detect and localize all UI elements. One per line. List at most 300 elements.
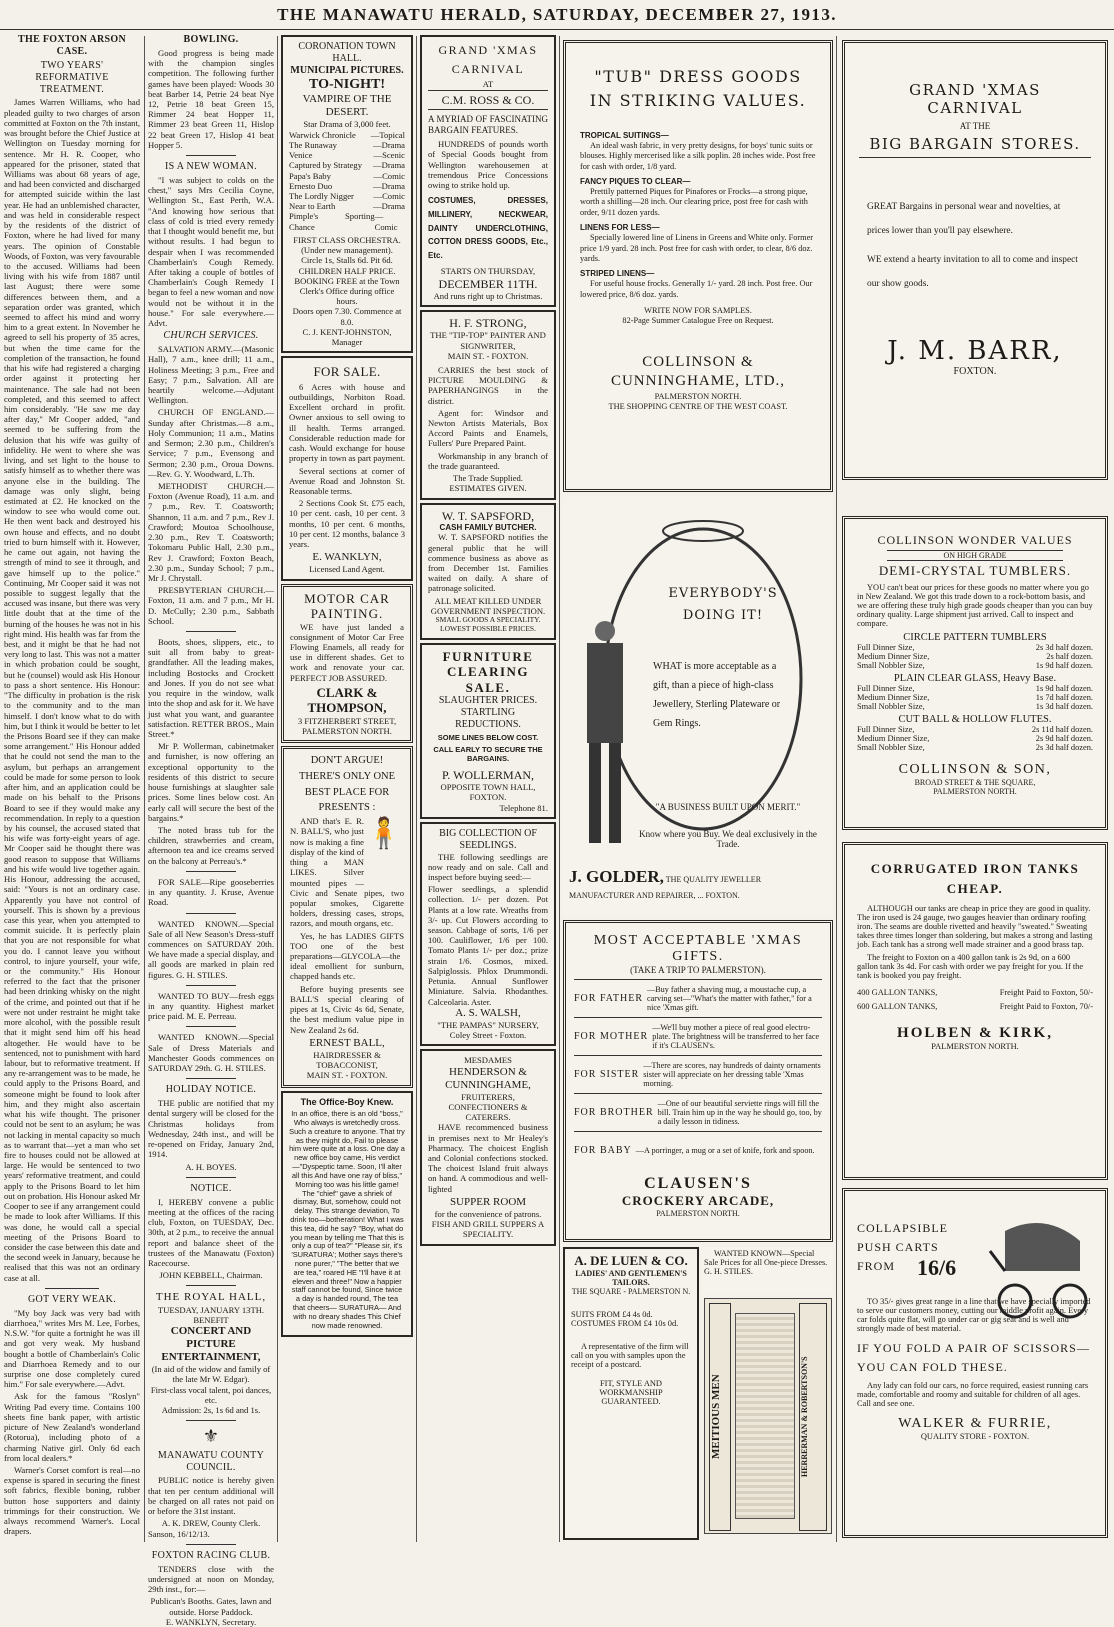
slaughter: SLAUGHTER PRICES. xyxy=(438,695,538,707)
gift-text: —A porringer, a mug or a set of knife, fork and spoon. xyxy=(635,1146,815,1155)
ad-herrerman xyxy=(704,1298,832,1534)
program-row-label: Papa's Baby xyxy=(289,170,331,181)
henderson-text: HAVE recommenced business in premises next to Mr Healey's Pharmacy. The choicest English and Colonial confections stocked. The choicest Island fruit always on hand. A commodious and well-lighted xyxy=(428,1122,548,1194)
divider xyxy=(186,155,236,156)
wollerman-phone: Telephone 81. xyxy=(499,802,548,813)
barr-stores: BIG BARGAIN STORES. xyxy=(859,135,1091,158)
divider xyxy=(186,1544,236,1545)
cs-name: COLLINSON & SON, xyxy=(898,762,1052,777)
ernest-ball: ERNEST BALL, xyxy=(309,1036,385,1049)
tumbler-row-value: 2s 3d half dozen. xyxy=(1035,643,1093,652)
divider xyxy=(186,1285,236,1286)
tumbler-row-value: 1s 9d half dozen. xyxy=(1035,684,1093,693)
tanks-text: ALTHOUGH our tanks are cheap in price they are good in quality. The iron used is 24 gauge, two gauges heavier than ordinary roofing iron. The seams are double rivetted and heavily "sweated." Sweating takes three times longer than soldering, but makes a strong and lasting job. Each tank has a strong well made strainer and a good brass tap. xyxy=(857,904,1093,949)
program-row-label: Warwick Chronicle xyxy=(289,129,356,140)
tumbler-row-label: Small Nobbler Size, xyxy=(857,743,925,752)
article-weak: "My boy Jack was very bad with diarrhoea," writes Mrs M. Lee, Forbes, N.S.W. "for quite a fortnight he was ill and got very weak. My husband bought a bottle of Chamberlain's Colic and Diarrhoea Remedy and to our surprise one dose completely cured him." For sale everywhere.—Advt. xyxy=(4,1307,140,1390)
deluen-suits: SUITS FROM £4 4s 0d. xyxy=(571,1310,653,1319)
column-rule xyxy=(144,36,145,1542)
strong-trade: THE "TIP-TOP" PAINTER AND SIGNWRITER, xyxy=(430,330,546,351)
tank-row-label: 400 GALLON TANKS, xyxy=(857,988,938,997)
seedlings-list: Flower seedlings, a splendid collection. 1/- per dozen. Pot Plants at a low rate. Wreaths from 3/- up. Cut Flowers according to season. Cabbage of sorts, 1/6 per 100. Cauliflower, 1/6 per 100. Tomato Plants 1/- per doz.; prize strain 1/6. Cosmos, mixed. Salpiglossis. Phlox Drummondi. Petunia. Annual Sunflower Miniature. Salvia. Rhodanthes. Calceolaria. Aster. xyxy=(428,884,548,1007)
golder-name: J. GOLDER, xyxy=(569,867,664,886)
golder-text: WHAT is more acceptable as a gift, than a piece of high-class Jewellery, Sterling Plateware or Gem Rings. xyxy=(653,661,781,729)
orchestra: FIRST CLASS ORCHESTRA. (Under new management). xyxy=(293,234,401,256)
ad-walker-furrie xyxy=(842,1188,1108,1538)
tumbler-row xyxy=(857,743,1093,752)
deluen-name: A. DE LUEN & CO. xyxy=(574,1253,688,1268)
church-methodist: METHODIST CHURCH.—Foxton (Avenue Road), 11 a.m. and 7 p.m., Rev. T. Coatsworth; Shannon, 11 a.m. and 7 p.m., Rev J. Crawford; Moutoa Schoolhouse, 2.30 p.m., Rev T. Coatsworth; Tokomaru Public Hall, 2.30 p.m., Rev J. Crawford; Foxton Beach, 2.30 p.m., Sunday School; 7 p.m., Mr J. Chrystall. xyxy=(148,480,274,583)
tumbler-row-value: 2s 3d half dozen. xyxy=(1035,743,1093,752)
clark-thompson: CLARK & THOMPSON, xyxy=(307,684,387,716)
program-row-value: —Scenic xyxy=(373,150,405,161)
for-sale-heading: FOR SALE. xyxy=(313,364,381,380)
ad-wollerman xyxy=(420,643,556,819)
feature-title: VAMPIRE OF THE DESERT. xyxy=(302,93,392,119)
headline-new-woman: IS A NEW WOMAN. xyxy=(165,161,257,173)
deluen-costumes: COSTUMES FROM £4 10s 0d. xyxy=(571,1319,679,1328)
ad-brass-tub: The noted brass tub for the children, strawberries and cream, afternoon tea and ice creams served on the balcony at Perreau's.* xyxy=(148,824,274,866)
cc-name: COLLINSON & CUNNINGHAME, LTD., xyxy=(610,353,786,390)
ad-ernest-ball xyxy=(281,746,413,1087)
tumbler-row xyxy=(857,725,1093,734)
for-sale-3: 2 Sections Cook St. £75 each, 10 per cent. cash, 10 per cent. 3 months, 10 per cent. 6 months, 10 per cent. 12 months, balance 3 years. xyxy=(289,498,405,550)
ross-runs: And runs right up to Christmas. xyxy=(433,290,543,301)
notice-text: I, HEREBY convene a public meeting at the offices of the racing club, Foxton, on TUESDAY, Dec. 30th, at 2 p.m., to receive the annual report and balance sheet of the trustees of the Manawatu (Foxton) Racecourse. xyxy=(148,1196,274,1268)
crockery-arcade: CROCKERY ARCADE, xyxy=(621,1193,775,1208)
tumbler-row xyxy=(857,652,1093,661)
frc-text: TENDERS close with the undersigned at noon on Monday, 29th inst., for:— xyxy=(148,1563,274,1595)
gift-text: —There are scores, nay hundreds of dainty ornaments sister will appreciate on her dressing table 'Xmas morning. xyxy=(643,1061,821,1088)
royal-concert: CONCERT AND PICTURE ENTERTAINMENT, xyxy=(161,1324,261,1364)
hk-name: HOLBEN & KIRK, xyxy=(897,1024,1053,1041)
barr-invite: WE extend a hearty invitation to all to come and inspect our show goods. xyxy=(867,255,1078,289)
t2-rows xyxy=(857,684,1093,711)
golder-know: Know where you Buy. We deal exclusively in the Trade. xyxy=(639,829,817,849)
program-row xyxy=(289,211,405,231)
deluen-rep: A representative of the firm will call on you with samples upon the receipt of a postcard. xyxy=(571,1342,689,1369)
wollerman-address: OPPOSITE TOWN HALL, FOXTON. xyxy=(440,782,536,803)
ad-wollerman-note: Mr P. Wollerman, cabinetmaker and furnisher, is now offering an exceptional opportunity to the residents of this district to secure house furnishings at slaughter sale prices. Some lines below cost. An early call will secure the best of the bargains.* xyxy=(148,741,274,823)
column-3 xyxy=(281,32,413,1544)
office-boy-poem: In an office, there is an old "boss," Who always is wretchedly cross. Such a creature to anyone. That try as they might do, Fail to please him were quite at a loss. One day a new office boy came, His verdict—"Dyspeptic tame. Soon, I'll alter all this And have one ray of bliss," Morning too was his little game! The "chief" gave a shriek of dismay, But, somehow, could not delay. This strange deviation, To drink too—botheration! What I was this tea, did he say? "Boy, what do you mean by telling me That this is only a cup of tea?" "Please sir, it's 'SURATURA'; Mother says there's none purer," "The better that we are tea," roared HE "I'll have it at eleven and three!" Now a happier staff cannot be found, Since twice a day is handed round, The tea that cheers— SURATURA— And with no dreary shades This Chief now made renowned. xyxy=(289,1109,405,1330)
royal-admission: Admission: 2s, 1s 6d and 1s. xyxy=(161,1405,261,1416)
ross-at: AT xyxy=(482,79,494,90)
hairdresser: HAIRDRESSER & TOBACCONIST, xyxy=(313,1049,381,1071)
program-row xyxy=(289,201,405,211)
ad-for-sale xyxy=(281,356,413,580)
dont-argue: DON'T ARGUE! THERE'S ONLY ONE BEST PLACE FOR PRESENTS : xyxy=(298,755,396,814)
column-rule xyxy=(416,36,417,1542)
article-new-woman: "I was subject to colds on the chest," says Mrs Cecilia Coyne, Wellington St., East Perth, W.A. "And knowing how serious that class of cold is tried every remedy that I thought would benefit me, but without results. I had begun to despair when I was recommended Chamberlain's Cough Remedy. After taking a couple of bottles of Chamberlain's Cough Remedy I began to feel a new woman and now would not be without it in the house." For sale everywhere.—Advt. xyxy=(148,174,274,329)
gift-row xyxy=(574,979,822,1017)
program-row-label: Pimple's Sporting Chance xyxy=(289,211,375,232)
for-sale-2: Several sections at corner of Avenue Road and Johnston St. Reasonable terms. xyxy=(289,465,405,496)
ad-wanted-known-stiles xyxy=(701,1247,833,1293)
ad-hf-strong xyxy=(420,310,556,500)
pc-price: 16/6 xyxy=(917,1254,957,1280)
ad-clausens xyxy=(563,920,833,1242)
cw-text: YOU can't beat our prices for these goods no matter where you go in New Zealand. We got this trade down to a rock-bottom basis, and we are offering these truly high grade goods cheaper than you can buy ordinary quality. Large shipment just arrived. Call to inspect and compare. xyxy=(857,583,1093,628)
hk-town: PALMERSTON NORTH. xyxy=(931,1041,1019,1051)
strong-supplied: The Trade Supplied. xyxy=(453,473,523,484)
tumbler-row-label: Full Dinner Size, xyxy=(857,725,915,734)
tumbler-row xyxy=(857,684,1093,693)
t3-rows xyxy=(857,725,1093,752)
coronation-title: CORONATION TOWN HALL. xyxy=(298,41,396,64)
cw-heading: COLLINSON WONDER VALUES xyxy=(877,533,1073,547)
striped-heading: STRIPED LINENS— xyxy=(580,269,655,279)
henderson-fish: for the convenience of patrons. FISH AND GRILL SUPPERS A SPECIALITY. xyxy=(431,1208,545,1240)
cc-town: PALMERSTON NORTH. xyxy=(654,391,742,401)
program-row-label: Ernesto Duo xyxy=(289,180,333,191)
write-now: WRITE NOW FOR SAMPLES. xyxy=(644,305,752,315)
sapsford-meat: ALL MEAT KILLED UNDER GOVERNMENT INSPECTION. xyxy=(430,595,546,616)
tumbler-row-label: Medium Dinner Size, xyxy=(857,652,930,661)
program-row xyxy=(289,130,405,140)
motor-heading: MOTOR CAR PAINTING. xyxy=(304,590,390,622)
walsh-name: A. S. WALSH, xyxy=(455,1006,521,1019)
tumbler-row-value: 1s 3d half dozen. xyxy=(1035,702,1093,711)
piques-text: Prettily patterned Piques for Pinafores or Frocks—a strong pique, worth a shilling—28 inch. Our clearing price, post free for cash with order, 9/11 dozen yards. xyxy=(580,187,808,217)
tumbler-row xyxy=(857,734,1093,743)
striped-text: For useful house frocks. Generally 1/- yard. 28 inch. Post free. Our lowered price, 8/6 doz. yards. xyxy=(580,279,813,299)
ad-henderson xyxy=(420,1049,556,1245)
gift-label: FOR BABY xyxy=(574,1145,632,1156)
royal-benefit: BENEFIT xyxy=(193,1314,229,1325)
manager: C. J. KENT-JOHNSTON, Manager xyxy=(302,326,392,348)
article-bowling: Good progress is being made with the champion singles competition. The following further games have been played: Woods 30 beat Barber 14, Petrie 24 beat Nye 12, Petrie 18 beat Green 15, Rimmer 24 beat Hopper 11, Rimmer 23 beat Green 11, Hislop 22 beat Green 17, Hislop 41 beat Hopper 5. xyxy=(148,47,274,150)
sapsford-trade: CASH FAMILY BUTCHER. xyxy=(439,522,537,532)
holiday-sig: A. H. BOYES. xyxy=(185,1161,237,1172)
mesdames: MESDAMES xyxy=(464,1055,512,1066)
frc-list: Publican's Booths. Gates, lawn and outside. Horse Paddock. xyxy=(150,1596,272,1617)
divider xyxy=(45,1288,99,1289)
ad-collinson-tumblers xyxy=(842,516,1108,830)
linens-text: Specially lowered line of Linens in Greens and White only. Former price 1/9 yard. 28 inch. Post free for cash with order, to clear, 8/6 doz. yards. xyxy=(580,233,814,263)
column-4 xyxy=(420,32,556,1544)
ball-address: MAIN ST. - FOXTON. xyxy=(306,1070,388,1081)
tropical-text: An ideal wash fabric, in very pretty designs, for boys' tunic suits or blouses. Highly mercerised like a silk poplin. 28 inches wide. Post free for cash with order, 1/8 yard. xyxy=(580,141,816,171)
gift-text: —We'll buy mother a piece of real good electro-plate. The brightness will be transferred to her face if it's CLAUSEN's. xyxy=(652,1023,820,1050)
tumbler-row-value: 2s 9d half dozen. xyxy=(1035,734,1093,743)
program-row-value: —Comic xyxy=(373,191,405,202)
ad-seedlings xyxy=(420,822,556,1047)
program-row-label: The Runaway xyxy=(289,139,337,150)
gift-label: FOR SISTER xyxy=(574,1069,640,1080)
barr-carnival: GRAND 'XMAS CARNIVAL xyxy=(909,81,1041,117)
tanks-freight: The freight to Foxton on a 400 gallon tank is 2s 9d, on a 600 gallon tank 3s 4d. For cash with order we pay freight for you. If the tank is booked you pay freight. xyxy=(857,953,1084,980)
deluen-trade: LADIES' AND GENTLEMEN'S TAILORS. xyxy=(575,1269,687,1287)
program-row xyxy=(289,140,405,150)
golder-motto: "A BUSINESS BUILT UPON MERIT." xyxy=(655,802,801,812)
program-row-value: —Drama xyxy=(373,139,405,150)
strong-address: MAIN ST. - FOXTON. xyxy=(447,350,529,361)
program-row-label: Captured by Strategy xyxy=(289,160,363,171)
program-row-value: —Drama xyxy=(373,160,405,171)
program-row xyxy=(289,150,405,160)
acceptable-heading: MOST ACCEPTABLE 'XMAS GIFTS. xyxy=(593,933,803,964)
for-sale-sig: E. WANKLYN, xyxy=(312,551,382,564)
label-texture-icon xyxy=(735,1313,795,1519)
pram-illustration-icon xyxy=(985,1211,1095,1321)
holiday-heading: HOLIDAY NOTICE. xyxy=(165,1084,257,1096)
coat-of-arms-icon: ⚜ xyxy=(202,1426,220,1447)
church-england: CHURCH OF ENGLAND.—Sunday after Christmas.—8 a.m., Holy Communion; 11 a.m., Matins and Sermon; 2.30 p.m., Children's Service; 7 p.m., Evensong and Sermon; 2.30 p.m., Oroua Downs.—Rev. G. Y. Woodward, L.Th. xyxy=(148,407,274,479)
divider xyxy=(186,913,236,914)
mcc-text: PUBLIC notice is hereby given that ten per centum additional will be charged on all rates not paid on or before the 31st instant. xyxy=(148,1475,274,1517)
divider xyxy=(186,985,236,986)
tumbler-row-value: 1s 9d half dozen. xyxy=(1035,661,1093,670)
tanks-heading: CORRUGATED IRON TANKS CHEAP. xyxy=(870,861,1080,896)
program-row-value: —Drama xyxy=(373,180,405,191)
tumbler-row-label: Medium Dinner Size, xyxy=(857,693,930,702)
t1-rows xyxy=(857,643,1093,670)
church-presbyterian: PRESBYTERIAN CHURCH.—Foxton, 11 a.m. and 7 p.m., Mr H. D. McCully; 2.30 p.m., Sabbath School. xyxy=(148,585,274,626)
strong-agent: Agent for: Windsor and Newton Artists Materials, Box Accord Paints and Enamels, Fullers' Pure Prepared Paint. xyxy=(428,407,548,449)
masthead: THE MANAWATU HERALD, SATURDAY, DECEMBER 27, 1913. xyxy=(0,0,1114,30)
ad-gooseberries: FOR SALE—Ripe gooseberries in any quantity. J. Kruse, Avenue Road. xyxy=(148,876,274,908)
ad-wanted-known-1: WANTED KNOWN.—Special Sale of all New Season's Dress-stuff commences on SATURDAY 20th. We have made a special display, and all goods are marked in plain red figures. G. H. STILES. xyxy=(148,918,274,980)
henderson-trade: FRUITERERS, CONFECTIONERS & CATERERS. xyxy=(448,1091,528,1123)
program-row xyxy=(289,191,405,201)
column-2 xyxy=(148,32,274,1627)
cc-tagline: THE SHOPPING CENTRE OF THE WEST COAST. xyxy=(608,402,788,412)
ad-holben-kirk xyxy=(842,842,1108,1180)
ross-hundreds: HUNDREDS of pounds worth of Special Goods bought from Wellington warehousemen at tremendous Price Concessions owing to strike hold up. xyxy=(428,139,548,191)
frc-sig: E. WANKLYN, Secretary. xyxy=(165,1616,257,1627)
divider xyxy=(186,1177,236,1178)
seedlings-heading: BIG COLLECTION OF SEEDLINGS. xyxy=(439,827,537,851)
prices: Circle 1s, Stalls 6d. Pit 6d. CHILDREN HALF PRICE. BOOKING FREE at the Town Clerk's Office during office hours. xyxy=(294,255,400,307)
headline-church: CHURCH SERVICES. xyxy=(163,330,259,342)
church-salvation: SALVATION ARMY.—(Masonic Hall), 7 a.m., knee drill; 11 a.m., Holiness Meeting; 3 p.m., Free and Easy; 7 p.m., Salvation. All are heartily welcome.—Adjutant Wellington. xyxy=(148,344,274,406)
notice-sig: JOHN KEBBELL, Chairman. xyxy=(159,1270,263,1281)
ross-carnival: GRAND 'XMAS CARNIVAL xyxy=(438,43,538,77)
royal-talent: First-class vocal talent, poi dances, etc. xyxy=(150,1384,272,1405)
divider xyxy=(186,1078,236,1079)
below-cost: SOME LINES BELOW COST. xyxy=(437,733,539,743)
ad-office-boy xyxy=(281,1091,413,1337)
strong-name: H. F. STRONG, xyxy=(449,316,527,331)
ad-warner: Warner's Corset comfort is real—no expense is spared in securing the finest soft fabrics, flexible boning, rubber button hose supporters and dainty trimmings for their construction. We always recommend Warner's. Local drapers. xyxy=(4,1465,140,1537)
ball-text-2: Yes, he has LADIES GIFTS TOO one of the best preparations—GLYCOLA—the ideal emollient for sunburn, chapped hands etc. xyxy=(290,930,404,982)
tropical-heading: TROPICAL SUITINGS— xyxy=(580,131,669,140)
ad-motor-car xyxy=(281,584,413,744)
program-row xyxy=(289,160,405,170)
strong-carries: CARRIES the best stock of PICTURE MOULDING & PAPERHANGINGS in the district. xyxy=(428,364,548,406)
gift-label: FOR BROTHER xyxy=(574,1107,654,1118)
golder-quality: THE QUALITY JEWELLER xyxy=(665,875,762,884)
for-sale-1: 6 Acres with house and outbuildings, Norbiton Road. Excellent orchard in profit. Owner anxious to sell owing to ill health. Terms arranged. Considerable reduction made for cash. Would exchange for house property in town as part payment. xyxy=(289,381,405,464)
divider xyxy=(186,871,236,872)
startling: STARTLING REDUCTIONS. xyxy=(455,707,521,731)
divider xyxy=(186,1026,236,1027)
tumbler-row-value: 2s half dozen. xyxy=(1046,652,1093,661)
gift-label: FOR MOTHER xyxy=(574,1031,649,1042)
feature-sub: Star Drama of 3,000 feet. xyxy=(303,119,391,130)
municipal-pictures: MUNICIPAL PICTURES. xyxy=(290,64,404,76)
mcc-heading: MANAWATU COUNTY COUNCIL. xyxy=(157,1449,265,1473)
supper-room: SUPPER ROOM xyxy=(449,1195,527,1208)
gift-row xyxy=(574,1055,822,1093)
ball-text-3: Before buying presents see BALL'S special clearing of pipes at 1s, Civic 4s 6d, Senate, the best medium value pipe in New Zealand 2s 6d. xyxy=(290,983,404,1035)
wf-store: QUALITY STORE - FOXTON. xyxy=(920,1431,1030,1441)
take-trip: (TAKE A TRIP TO PALMERSTON). xyxy=(630,965,766,975)
program-row-label: Venice xyxy=(289,150,313,161)
ball-text-1: AND that's E. R. N. BALL'S, who just now is making a fine display of the kind of thing a MAN LIKES. Silver mounted pipes — Civic and Senate pipes, two popular smokes, Cigarette holders, dressing cases, strops, razors, and mouth organs, etc. xyxy=(290,816,404,929)
tumbler-row xyxy=(857,693,1093,702)
program-row-value: —Comic xyxy=(374,211,398,232)
ad-barr xyxy=(842,40,1108,480)
wf-name: WALKER & FURRIE, xyxy=(898,1415,1052,1431)
clausens-name: CLAUSEN'S xyxy=(644,1175,752,1192)
meitious-men: MEITIOUS MEN xyxy=(709,1303,731,1531)
ross-date: DECEMBER 11TH. xyxy=(438,276,538,291)
linens-heading: LINENS FOR LESS— xyxy=(580,223,660,233)
tanks-prices xyxy=(857,986,1093,1015)
tank-row-label: 600 GALLON TANKS, xyxy=(857,1002,938,1012)
henderson-name: HENDERSON & CUNNINGHAME, xyxy=(445,1065,531,1091)
article-arson: James Warren Williams, who had pleaded guilty to two charges of arson committed at Foxton on the 7th instant, was brought before the Chief Justice at Wellington on Tuesday morning for sentence. Mr H. R. Cooper, who appeared for the prisoner, stated that Williams was about 68 years of age, and had been convicted and discharged for attempted suicide within the last year. He had an unblemished character, and was held in considerable respect by the residents of the district of Foxton, where he had lived for many years. The opinion of Constable Woods, of Foxton, was very favourable to the accused. Williams had been living with his wife from 1887 until last August; there were some differences between them, and a separation order was granted, which seemed to affect his mind and worry him to a great extent. In November he agreed to sell his property of 35 acres, but when the time came for the completion of the transaction, he found that his wife had registered a charging order against it protecting her maintenance. The sale had not been completed, and this seemed to affect him considerably. "He saw me day after day," Mr Cooper added, "and seemed to be suffering from the delusion that his wife was guilty of infidelity. He went to where she was living, and set light to the house to satisfy himself as to whether there was anyone else in the building. The damage was only slight, being estimated at £2. He knocked on the window to see who would come out. He then went back and destroyed his own house and effects, and no doubt tried to burn himself with it. However, he came out again, not having the strength of mind to see it through, and gave himself up to the police." Continuing, Mr Cooper said it was not possible to suggest legally that the accused was insane, but there was very little doubt that at the time of the burning of the houses he was not in his right mind. His health was far from the best, and it might be that he had not very long to last. This was not a matter in which probation could be sought, but he (counsel) would ask His Honour to pass a short sentence. His Honour: "The difficulty in probation is the risk to the community and to the man himself. I don't know what to do with him, but I think it would be better to let the Prisons Board see if they can make some arrangement." His Honour added that he could not send the man to the asylum, but perhaps an arrangement could be made for some person to look after him, and an application could be made on his behalf to the Prisons Board to see if they would make any recommendation. In reply to a question by his counsel, the accused stated that his wife was forty-eight years of age. Mr Cooper said he thought there was good reason to suppose that Williams and his wife would live together again. His Honour, addressing the accused, said: "Yours is not an ordinary case. Apparently you have not control of yourself. This is shown by a previous case this year, when you attempted to commit suicide. It is perfectly plain that you are not responsible for what you do. I cannot leave you without control, to injure yourself, your wife, or the community." His Honour referred to the fact that the prisoner had been drinking whisky on the night of the crime, and pointed out that if he were not under restraint he might take more alcohol, with the possible result that it might send him off his head altogether. He would have to be sentenced, not to punishment with hard labour, but to reformative treatment. If any re-arrangement was to be made, he could apply to the Prisons Board, and someone might be found to look after him, and they might also ascertain what his wife thought. The prisoner could not be sent to an asylum; he was not lacking in mental capacity so much as to warrant that—yet a man who set fire to houses could not be allowed at large. He would be sentenced to two years' reformative treatment, and could apply to the Prisons Board to let him out on probation. His Honour asked Mr Cooper to see if any arrangement could be made to look after Williams. If this was done, he would call a special meeting of the Prisons Board to consider the case between this date and the second week in January, because he realised that this was not an ordinary case at all. xyxy=(4,97,140,1283)
cs-town: PALMERSTON NORTH. xyxy=(933,787,1017,796)
mcc-date: Sanson, 16/12/13. xyxy=(148,1528,210,1539)
furniture-sale: FURNITURE CLEARING SALE. xyxy=(442,648,534,695)
office-boy-title: The Office-Boy Knew. xyxy=(300,1096,394,1107)
barr-at: AT THE xyxy=(959,121,991,131)
tonight: TO-NIGHT! xyxy=(309,76,385,92)
for-sale-sig2: Licensed Land Agent. xyxy=(309,564,385,575)
tank-row-value: Freight Paid to Foxton, 70/- xyxy=(999,1002,1093,1012)
holiday-text: THE public are notified that my dental surgery will be closed for the Christmas holidays from Wednesday, 24th inst., and will be re-opened on Friday, January 2nd, 1914. xyxy=(148,1098,274,1160)
ad-cm-ross xyxy=(420,35,556,307)
tumbler-row-label: Medium Dinner Size, xyxy=(857,734,930,743)
tumbler-row-label: Full Dinner Size, xyxy=(857,643,915,652)
pc-text: TO 35/- gives great range in a line that we have specially imported to serve our customers money, cutting our middle profit again. Every car folds quite flat, will go under car or gig seat and is well and strongly made of best material. xyxy=(857,1296,1091,1333)
tumbler-row-label: Full Dinner Size, xyxy=(857,684,915,693)
ad-collinson-cunninghame xyxy=(563,40,833,492)
t2-heading: PLAIN CLEAR GLASS, Heavy Base. xyxy=(893,673,1057,684)
call-early: CALL EARLY TO SECURE THE BARGAINS. xyxy=(433,744,543,763)
mcc-sig: A. K. DREW, County Clerk. xyxy=(161,1518,261,1529)
program-row-label: The Lordly Nigger xyxy=(289,191,354,202)
t1-heading: CIRCLE PATTERN TUMBLERS xyxy=(903,632,1047,643)
barr-bargains: GREAT Bargains in personal wear and novelties, at prices lower than you'll pay elsewhere. xyxy=(867,202,1061,236)
ad-de-luen xyxy=(563,1247,699,1540)
headline-weak: GOT VERY WEAK. xyxy=(28,1293,116,1305)
smoker-figure-icon: 🧍 xyxy=(365,817,403,851)
piques-heading: FANCY PIQUES TO CLEAR— xyxy=(580,177,691,187)
golder-address: MANUFACTURER AND REPAIRER, ... FOXTON. xyxy=(569,891,740,900)
ad-wanted-known-2: WANTED KNOWN.—Special Sale of Dress Materials and Manchester Goods commences on SATURDAY 29th. G. H. STILES. xyxy=(148,1032,274,1074)
ad-coronation-hall xyxy=(281,35,413,353)
doors: Doors open 7.30. Commence at 8.0. xyxy=(292,306,402,327)
tank-row xyxy=(857,986,1093,1000)
sapsford-text: W. T. SAPSFORD notifies the general public that he will commence business as above as from December 1st. Families waited on daily. A share of patronage solicited. xyxy=(428,532,548,594)
divider xyxy=(186,631,236,632)
program-list xyxy=(289,130,405,232)
ad-boots: Boots, shoes, slippers, etc., to suit all from baby to great-grandfather. All the leading makes, including Bostocks and Crockett and Jones. If you do not see what you require in the window, walk into the shop and ask for it. We have just what you want, and guarantee satisfaction. RETTER BROS., Main Street.* xyxy=(148,637,274,740)
tumbler-row xyxy=(857,643,1093,652)
royal-aid: (In aid of the widow and family of the late Mr W. Edgar). xyxy=(151,1364,271,1385)
ad-sapsford xyxy=(420,503,556,640)
deluen-guarantee: FIT, STYLE AND WORKMANSHIP GUARANTEED. xyxy=(599,1379,663,1406)
ad-wanted-eggs: WANTED TO BUY—fresh eggs in any quantity. Highest market price paid. M. E. Perreau. xyxy=(148,990,274,1022)
column-rule xyxy=(559,36,560,1542)
program-row xyxy=(289,181,405,191)
gift-row xyxy=(574,1131,822,1169)
tumbler-row-value: 1s 7d half dozen. xyxy=(1035,693,1093,702)
subhead-arson: TWO YEARS' REFORMATIVE TREATMENT. xyxy=(35,59,109,95)
motor-text: WE have just landed a consignment of Motor Car Free Flowing Enamels, all ready for use in different shades. Get to work and renovate your car. PERFECT JOB ASSURED. xyxy=(290,621,404,683)
royal-hall: THE ROYAL HALL, xyxy=(155,1291,267,1304)
barr-name: J. M. BARR, xyxy=(887,336,1063,367)
cs-address: BROAD STREET & THE SQUARE, xyxy=(914,778,1036,787)
herrerman-name: HERRERMAN & ROBERTSON'S xyxy=(799,1303,827,1531)
clausens-town: PALMERSTON NORTH. xyxy=(656,1209,740,1218)
tumbler-row xyxy=(857,702,1093,711)
pc-fold: IF YOU FOLD A PAIR OF SCISSORS—YOU CAN FOLD THESE. xyxy=(857,1340,1090,1374)
golder-line xyxy=(569,867,839,887)
gift-label: FOR FATHER xyxy=(574,993,643,1004)
strong-estimates: ESTIMATES GIVEN. xyxy=(449,483,527,494)
gift-text: —Buy father a shaving mug, a moustache cup, a carving set—"What's the matter with father," for a nice 'Xmas gift. xyxy=(647,985,812,1012)
sapsford-goods: SMALL GOODS A SPECIALITY. LOWEST POSSIBLE PRICES. xyxy=(435,615,541,634)
ad-golder xyxy=(563,497,833,915)
catalogue: 82-Page Summer Catalogue Free on Request. xyxy=(622,316,774,326)
tumbler-row-value: 2s 11d half dozen. xyxy=(1031,725,1093,734)
column-rule xyxy=(277,36,278,1542)
barr-town: FOXTON. xyxy=(953,366,997,378)
ross-costumes: COSTUMES, DRESSES, MILLINERY, NECKWEAR, DAINTY UNDERCLOTHING, COTTON DRESS GOODS, Etc., Etc. xyxy=(428,196,548,260)
tumbler-row-label: Small Nobbler Size, xyxy=(857,702,925,711)
stiles-text: WANTED KNOWN—Special Sale Prices for all One-piece Dresses. G. H. STILES. xyxy=(704,1249,828,1276)
headline-bowling: BOWLING. xyxy=(183,34,239,45)
gift-text: —One of our beautiful serviette rings will fill the bill. Train him up in the way he should go, too, by a daily lesson in tidiness. xyxy=(657,1099,822,1126)
frc-heading: FOXTON RACING CLUB. xyxy=(151,1549,271,1561)
ross-starts: STARTS ON THURSDAY, xyxy=(440,266,536,277)
pc-lady: Any lady can fold our cars, no force required, easiest running cars made, comfortable and roomy and suitable for children of all ages. Call and see one. xyxy=(857,1380,1089,1408)
sapsford-name: W. T. SAPSFORD, xyxy=(441,508,535,523)
column-rule xyxy=(836,36,837,1542)
tumbler-row xyxy=(857,661,1093,670)
clark-street: 3 FITZHERBERT STREET, xyxy=(297,715,397,726)
gift-row xyxy=(574,1017,822,1055)
program-row-value: —Drama xyxy=(373,201,405,212)
tank-row-value: Freight Paid to Foxton, 50/- xyxy=(999,988,1093,997)
deluen-address: THE SQUARE - PALMERSTON N. xyxy=(571,1287,691,1296)
gift-list xyxy=(574,979,822,1169)
program-row-label: Near to Earth xyxy=(289,201,336,212)
column-1 xyxy=(4,32,140,1544)
program-row-value: —Topical xyxy=(370,129,405,140)
program-row-value: —Comic xyxy=(373,170,405,181)
tank-row xyxy=(857,1000,1093,1014)
notice-heading: NOTICE. xyxy=(190,1182,232,1194)
tub-heading: "TUB" DRESS GOODS IN STRIKING VALUES. xyxy=(589,67,807,110)
cw-sub: ON HIGH GRADE xyxy=(887,550,1063,561)
wollerman-name: P. WOLLERMAN, xyxy=(441,767,535,782)
royal-date: TUESDAY, JANUARY 13TH. xyxy=(157,1304,265,1315)
strong-workmanship: Workmanship in any branch of the trade guaranteed. xyxy=(428,450,548,471)
walsh-address: Coley Street - Foxton. xyxy=(449,1030,527,1041)
divider xyxy=(186,1420,236,1421)
pc-heading: COLLAPSIBLE PUSH CARTS FROM xyxy=(857,1221,949,1274)
gift-row xyxy=(574,1093,822,1131)
t3-heading: CUT BALL & HOLLOW FLUTES. xyxy=(898,714,1052,725)
ad-roslyn: Ask for the famous "Roslyn" Writing Pad every time. Contains 100 sheets fine bank paper, with artistic picture of New Zealand's wonderland (Rotorua), including photo of a charming Native girl. Only 6d each from local dealers.* xyxy=(4,1391,140,1463)
headline-arson: THE FOXTON ARSON CASE. xyxy=(18,34,126,57)
